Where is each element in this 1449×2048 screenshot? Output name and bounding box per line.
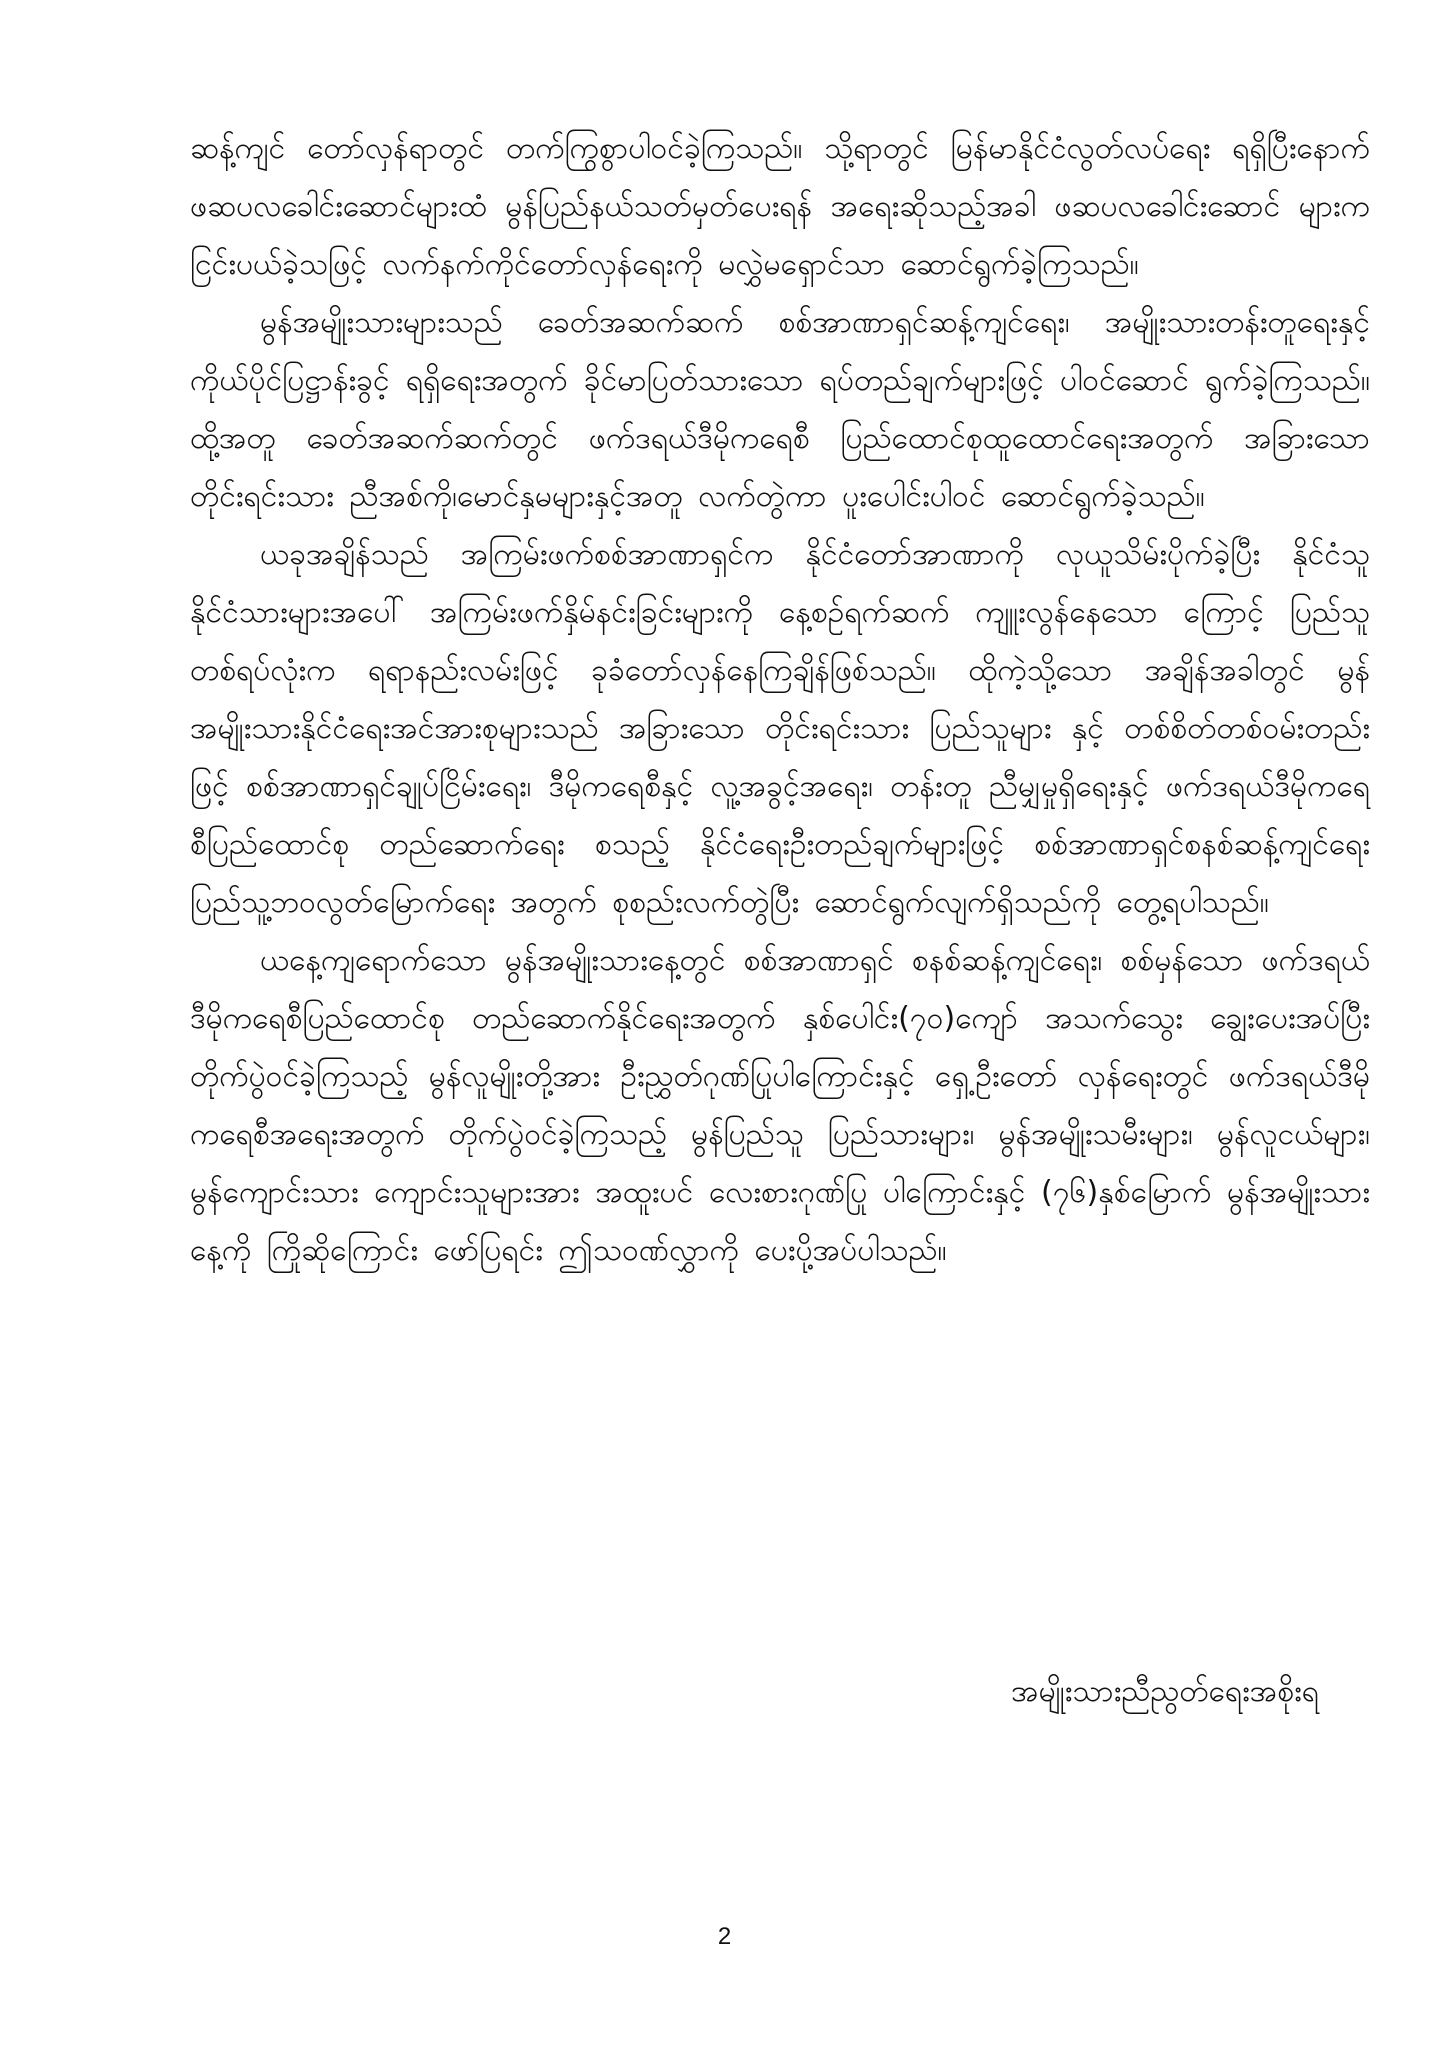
document-body bbox=[190, 120, 1370, 1280]
page-number: 2 bbox=[717, 1923, 732, 1950]
paragraph-2: မွန်အမျိုးသားများသည် ခေတ်အဆက်ဆက် စစ်အာဏာရှင်ဆန့်ကျင်ရေး၊ အမျိုးသားတန်းတူရေးနှင့် ကိုယ်ပိုင်ပြဋ္ဌာန်းခွင့် ရရှိရေးအတွက် ခိုင်မာပြတ်သားသော ရပ်တည်ချက်များဖြင့် ပါဝင်ဆောင် ရွက်ခဲ့ကြသည်။ ထို့အတူ ခေတ်အဆက်ဆက်တွင် ဖက်ဒရယ်ဒီမိုကရေစီ ပြည်ထောင်စုထူထောင်ရေးအတွက် အခြားသော တိုင်းရင်းသား ညီအစ်ကို၊မောင်နှမများနှင့်အတူ လက်တွဲကာ ပူးပေါင်းပါဝင် ဆောင်ရွက်ခဲ့သည်။ bbox=[190, 305, 1370, 514]
signature-block: အမျိုးသားညီညွတ်ရေးအစိုးရ bbox=[1011, 1674, 1319, 1709]
paragraph-4: ယနေ့ကျရောက်သော မွန်အမျိုးသားနေ့တွင် စစ်အာဏာရှင် စနစ်ဆန့်ကျင်ရေး၊ စစ်မှန်သော ဖက်ဒရယ်ဒီမိုကရေစီပြည်ထောင်စု တည်ဆောက်နိုင်ရေးအတွက် နှစ်ပေါင်း(၇၀)ကျော် အသက်သွေး ချွေးပေးအပ်ပြီး တိုက်ပွဲဝင်ခဲ့ကြသည့် မွန်လူမျိုးတို့အား ဦးညွှတ်ဂုဏ်ပြုပါကြောင်းနှင့် ရှေ့ဦးတော် လှန်ရေးတွင် ဖက်ဒရယ်ဒီမိုကရေစီအရေးအတွက် တိုက်ပွဲဝင်ခဲ့ကြသည့် မွန်ပြည်သူ ပြည်သားများ၊ မွန်အမျိုးသမီးများ၊ မွန်လူငယ်များ၊ မွန်ကျောင်းသား ကျောင်းသူများအား အထူးပင် လေးစားဂုဏ်ပြု ပါကြောင်းနှင့် (၇၆)နှစ်မြောက် မွန်အမျိုးသားနေ့ကို ကြိုဆိုကြောင်း ဖော်ပြရင်း ဤသဝဏ်လွှာကို ပေးပို့အပ်ပါသည်။ bbox=[190, 943, 1370, 1268]
paragraph-3: ယခုအချိန်သည် အကြမ်းဖက်စစ်အာဏာရှင်က နိုင်ငံတော်အာဏာကို လုယူသိမ်းပိုက်ခဲ့ပြီး နိုင်ငံသူ နိုင်ငံသားများအပေါ် အကြမ်းဖက်နှိမ်နင်းခြင်းများကို နေ့စဉ်ရက်ဆက် ကျူးလွန်နေသော ကြောင့် ပြည်သူတစ်ရပ်လုံးက ရရာနည်းလမ်းဖြင့် ခုခံတော်လှန်နေကြချိန်ဖြစ်သည်။ ထိုကဲ့သို့သော အချိန်အခါတွင် မွန်အမျိုးသားနိုင်ငံရေးအင်အားစုများသည် အခြားသော တိုင်းရင်းသား ပြည်သူများ နှင့် တစ်စိတ်တစ်ဝမ်းတည်းဖြင့် စစ်အာဏာရှင်ချုပ်ငြိမ်းရေး၊ ဒီမိုကရေစီနှင့် လူ့အခွင့်အရေး၊ တန်းတူ ညီမျှမှုရှိရေးနှင့် ဖက်ဒရယ်ဒီမိုကရေစီပြည်ထောင်စု တည်ဆောက်ရေး စသည့် နိုင်ငံရေးဦးတည်ချက်များဖြင့် စစ်အာဏာရှင်စနစ်ဆန့်ကျင်ရေး ပြည်သူ့ဘဝလွတ်မြောက်ရေး အတွက် စုစည်းလက်တွဲပြီး ဆောင်ရွက်လျက်ရှိသည်ကို တွေ့ရပါသည်။ bbox=[190, 537, 1370, 920]
paragraph-continuation: ဆန့်ကျင် တော်လှန်ရာတွင် တက်ကြွစွာပါဝင်ခဲ့ကြသည်။ သို့ရာတွင် မြန်မာနိုင်ငံလွတ်လပ်ရေး ရရှိပြီးနောက် ဖဆပလခေါင်းဆောင်များထံ မွန်ပြည်နယ်သတ်မှတ်ပေးရန် အရေးဆိုသည့်အခါ ဖဆပလခေါင်းဆောင် များက ငြင်းပယ်ခဲ့သဖြင့် လက်နက်ကိုင်တော်လှန်ရေးကို မလွှဲမရှောင်သာ ဆောင်ရွက်ခဲ့ကြသည်။ bbox=[190, 131, 1370, 282]
